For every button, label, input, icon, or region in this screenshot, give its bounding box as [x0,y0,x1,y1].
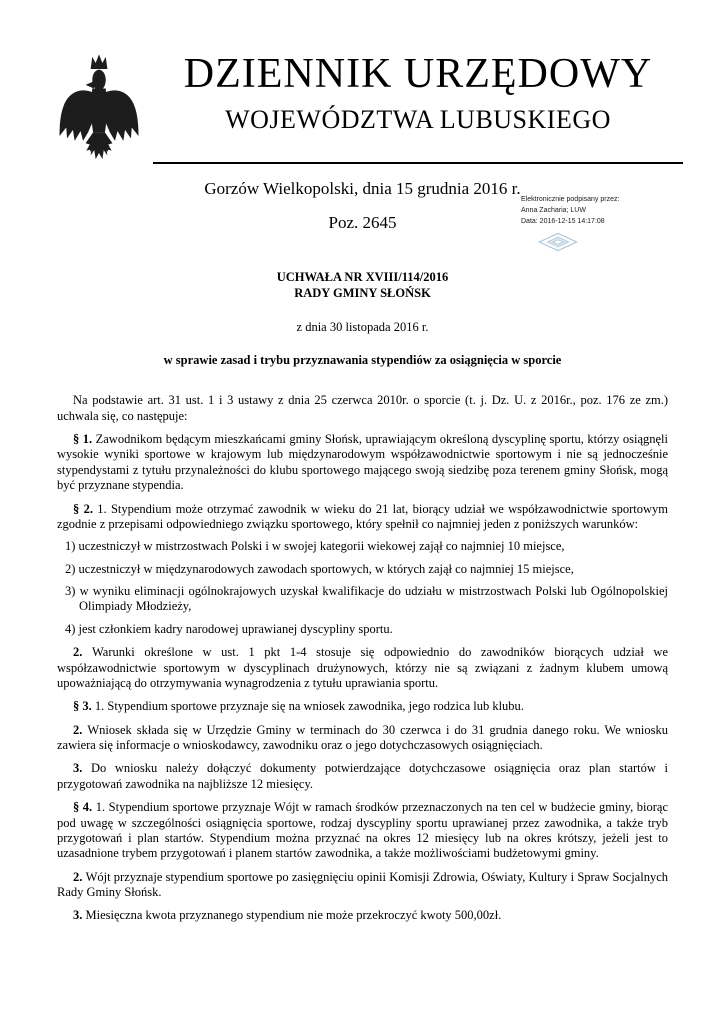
paragraph-text: 1. Stypendium sportowe przyznaje się na wniosek zawodnika, jego rodzica lub klubu. [94,699,524,714]
polish-eagle-emblem [57,52,141,164]
list-marker: 3) [65,584,80,599]
list-marker: 2) [65,561,79,576]
list-text: jest członkiem kadry narodowej uprawianej dyscypliny sportu. [78,621,393,636]
journal-masthead [0,0,725,164]
list-marker: 1) [65,539,79,554]
paragraph-s4-u3 [57,908,668,923]
paragraph-text: Do wniosku należy dołączyć dokumenty potwierdzające dotychczasowe osiągnięcia oraz plan startów i przygotowań zawodnika na najbliższe 12 miesięcy. [57,761,669,791]
masthead-text [141,52,683,164]
paragraph-lead: 2. [73,722,88,737]
paragraph-text: Wójt przyznaje stypendium sportowe po zasięgnięciu opinii Komisji Zdrowia, Oświaty, Kultury i Spraw Socjalnych Rady Gminy Słońsk. [57,869,669,900]
paragraph-text: Warunki określone w ust. 1 pkt 1-4 stosuje się odpowiednio do zawodników biorących udział we współzawodnictwie sportowym w dyscyplinach drużynowych, którzy nie są związani z żadnym klubem umową upoważniającą do otrzymywania wynagrodzenia z tytułu uprawiania sportu. [57,645,669,690]
list-item-1 [65,539,668,554]
act-body [57,393,668,924]
paragraph-text: Wniosek składa się w Urzędzie Gminy w terminach do 30 czerwca i do 31 grudnia danego roku. We wniosku zawiera się informacje o wnioskodawcy, zawodniku oraz o jego dotychczasowych osiągnięciach. [57,722,668,753]
paragraph-lead: § 3. [73,699,95,714]
paragraph-text: 1. Stypendium sportowe przyznaje Wójt w ramach środków przeznaczonych na ten cel w budżecie gminy, biorąc pod uwagę w szczególności osiągnięcia sportowe, rodzaj dyscypliny sportu uprawianej przez zawodnika, a także tryb przygotowań i plan startów. Stypendium można przyznać na okres 12 miesięcy lub na okres krótszy, jeżeli jest to uzasadnione trybem przygotowań i planem startów zawodnika, a także możliwościami budżetowymi gminy. [57,800,669,861]
esign-line-3: Data: 2016-12-15 14:17:08 [521,218,605,226]
act-date: z dnia 30 listopada 2016 r. [296,320,429,335]
paragraph-s4-u2 [57,870,668,901]
act-authority: RADY GMINY SŁOŃSK [294,285,431,300]
paragraph-s1 [57,432,668,494]
list-text: uczestniczył w mistrzostwach Polski i w swojej kategorii wiekowej zajął co najmniej 10 miejsce, [78,539,565,554]
list-item-3 [65,584,668,615]
paragraph-s3-u3 [57,761,668,792]
paragraph-lead: § 4. [73,800,96,815]
position-number: Poz. 2645 [328,213,397,233]
journal-subtitle: WOJEWÓDZTWA LUBUSKIEGO [225,105,611,135]
paragraph-s3-u2 [57,723,668,754]
list-text: uczestniczył w międzynarodowych zawodach sportowych, w których zajął co najmniej 15 miejsce, [78,561,574,576]
paragraph-text: Miesięczna kwota przyznanego stypendium nie może przekroczyć kwoty 500,00zł. [85,908,502,923]
paragraph-lead: 2. [73,869,86,884]
list-text: w wyniku eliminacji ogólnokrajowych uzyskał kwalifikacje do udziału w mistrzostwach Polski lub Ogólnopolskiej Olimpiady Młodzieży, [79,584,668,614]
act-number: UCHWAŁA NR XVIII/114/2016 [276,270,449,285]
signature-seal-icon [535,231,581,253]
masthead-divider [153,162,683,164]
esign-line-2: Anna Zacharia; LUW [521,207,586,215]
paragraph-lead: § 1. [73,432,96,447]
paragraph-s2-u2 [57,645,668,691]
paragraph-intro [57,393,668,424]
list-marker: 4) [65,621,79,636]
place-date-line: Gorzów Wielkopolski, dnia 15 grudnia 2016 r. [204,179,521,199]
paragraph-lead: 3. [73,761,91,776]
paragraph-text: 1. Stypendium może otrzymać zawodnik w wieku do 21 lat, biorący udział we współzawodnictwie sportowym zgodnie z przepisami odpowiedniego związku sportowego, który spełnił co najmniej jeden z poniższych warunków: [57,501,668,531]
electronic-signature-note [521,194,619,253]
act-subject: w sprawie zasad i trybu przyznawania stypendiów za osiągnięcia w sporcie [163,353,562,368]
paragraph-lead: § 2. [73,501,98,516]
list-item-2 [65,562,668,577]
list-item-4 [65,622,668,637]
paragraph-text: Zawodnikom będącym mieszkańcami gminy Słońsk, uprawiającym określoną dyscyplinę sportu, którzy osiągnęli wysokie wyniki sportowe w krajowym lub międzynarodowym współzawodnictwie sportowym i nie są jednocześnie stypendystami z tytułu przynależności do klubu sportowego mającego swoją siedzibę poza terenem gminy Słońsk, mogą być przyznane stypendia. [57,432,668,493]
journal-title: DZIENNIK URZĘDOWY [183,51,653,97]
act-content [0,270,725,924]
paragraph-text: Na podstawie art. 31 ust. 1 i 3 ustawy z dnia 25 czerwca 2010r. o sporcie (t. j. Dz. U. z 2016r., poz. 176 ze zm.) uchwala się, co następuje: [57,393,668,423]
paragraph-lead: 3. [73,908,86,923]
eagle-icon [57,52,141,164]
paragraph-s3-u1 [57,699,668,714]
paragraph-s4-u1 [57,800,668,862]
paragraph-lead: 2. [73,645,92,660]
esign-line-1: Elektronicznie podpisany przez: [521,196,620,203]
paragraph-s2-u1 [57,502,668,533]
